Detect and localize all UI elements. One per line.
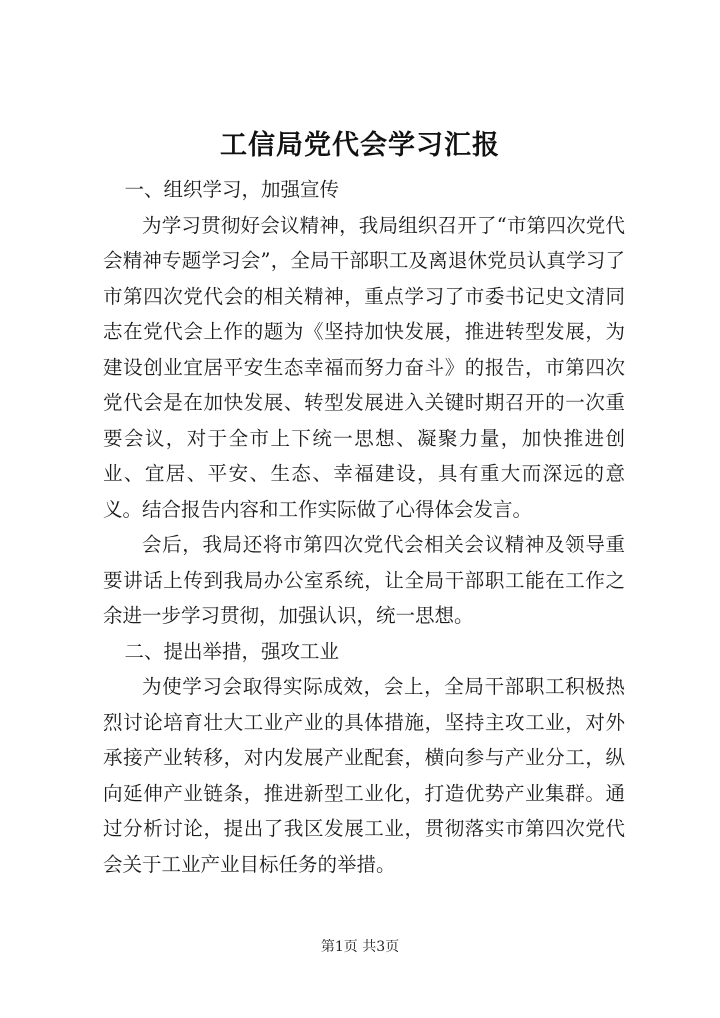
body-paragraph-2: 会后，我局还将市第四次党代会相关会议精神及领导重要讲话上传到我局办公室系统，让全局干部职工能在工作之余进一步学习贯彻，加强认识，统一思想。 <box>103 533 625 627</box>
section-heading-1: 一、组织学习，加强宣传 <box>124 178 339 201</box>
page-number-footer: 第1页 共3页 <box>320 939 400 955</box>
body-paragraph-1: 为学习贯彻好会议精神，我局组织召开了“市第四次党代会精神专题学习会”，全局干部职工及离退休党员认真学习了市第四次党代会的相关精神，重点学习了市委书记史文清同志在党代会上作的题为《坚持加快发展，推进转型发展，为建设创业宜居平安生态幸福而努力奋斗》的报告，市第四次党代会是在加快发展、转型发展进入关键时期召开的一次重要会议，对于全市上下统一思想、凝聚力量，加快推进创业、宜居、平安、生态、幸福建设，具有重大而深远的意义。结合报告内容和工作实际做了心得体会发言。 <box>103 213 625 521</box>
section-heading-2: 二、提出举措，强攻工业 <box>124 639 339 663</box>
document-title: 工信局党代会学习汇报 <box>220 130 500 161</box>
body-paragraph-3: 为使学习会取得实际成效，会上，全局干部职工积极热烈讨论培育壮大工业产业的具体措施，坚持主攻工业，对外承接产业转移，对内发展产业配套，横向参与产业分工，纵向延伸产业链条，推进新型工业化，打造优势产业集群。通过分析讨论，提出了我区发展工业，贯彻落实市第四次党代会关于工业产业目标任务的举措。 <box>103 675 625 876</box>
document-body <box>103 172 625 882</box>
